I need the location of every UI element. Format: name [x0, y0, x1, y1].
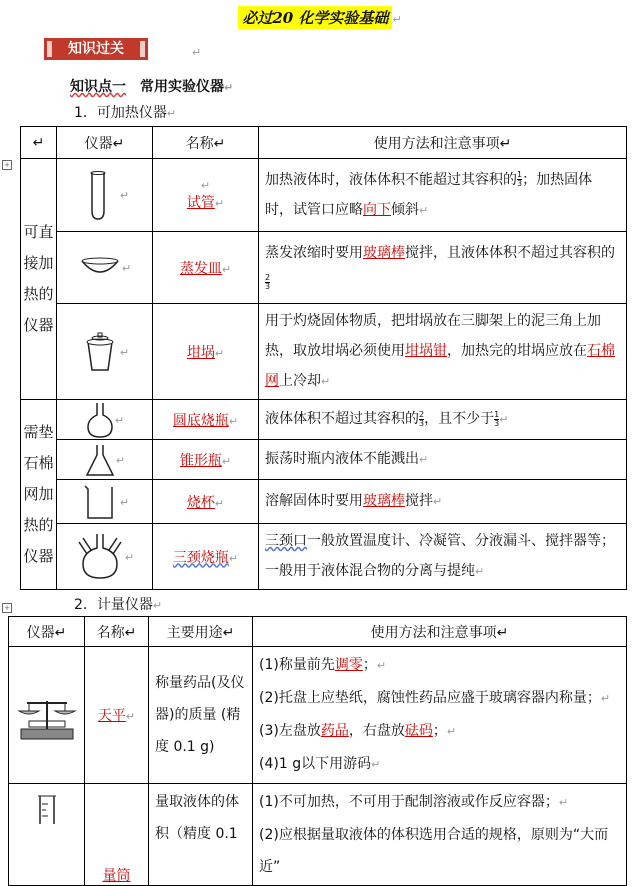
paragraph-mark: ↵	[221, 454, 232, 468]
paragraph-mark: ↵	[419, 203, 429, 217]
round-flask-icon	[85, 401, 115, 439]
paragraph-mark: ↵	[321, 375, 331, 388]
usage-note-cell	[259, 304, 627, 400]
usage-note-cell	[259, 232, 627, 304]
instrument-name: 坩埚	[186, 344, 215, 361]
graduated-cylinder-icon	[32, 784, 62, 824]
instrument-image-cell	[9, 647, 85, 784]
main-use-cell	[149, 784, 253, 886]
category-line: 可直	[23, 223, 54, 241]
instrument-name-cell	[153, 159, 259, 232]
table-header-cell: ↵	[21, 127, 57, 159]
key-term: 石棉网	[265, 343, 615, 389]
note-text: ；加热固体时，试管口应略	[265, 171, 593, 218]
table-header-cell: 名称↵	[153, 127, 259, 159]
knowledge-point-heading	[70, 76, 233, 96]
paragraph-mark: ↵	[475, 565, 485, 578]
section-badge: 知识过关	[44, 38, 148, 60]
heatable-instruments-table	[20, 126, 627, 590]
paragraph-mark: ↵	[119, 345, 130, 359]
instrument-name-cell	[153, 440, 259, 480]
paragraph-mark: ↵	[124, 550, 135, 564]
category-line: 仪器	[23, 316, 54, 334]
category-line: 需垫	[23, 423, 54, 441]
note-line: (1)称量前先调零；↵	[259, 657, 387, 673]
table-move-handle[interactable]: +	[2, 160, 12, 170]
paragraph-mark: ↵	[119, 189, 130, 202]
paragraph-mark: ↵	[419, 453, 429, 466]
subheading-measuring	[74, 594, 162, 614]
note-text: ，加热完的坩埚应放在	[447, 343, 587, 359]
instrument-name: 蒸发皿	[179, 260, 222, 277]
paragraph-mark: ↵	[433, 495, 443, 508]
subheading-heatable	[74, 102, 176, 122]
page-title: 必过20 化学实验基础	[238, 6, 392, 29]
fraction-den: 3	[517, 179, 523, 188]
instrument-image-cell	[57, 159, 153, 232]
paragraph-mark: ↵	[192, 46, 202, 59]
paragraph-mark: ↵	[121, 261, 132, 275]
instrument-image-cell	[57, 304, 153, 400]
category-line: 热的	[23, 285, 54, 303]
note-text: 搅拌，且液体体积不超过其容积的	[405, 244, 615, 261]
category-direct-heat	[21, 159, 57, 400]
category-line: 石棉	[23, 454, 54, 472]
note-text: 蒸发浓缩时要用	[265, 244, 363, 261]
crucible-icon	[80, 330, 120, 374]
paragraph-mark: ↵	[115, 453, 126, 467]
key-term: 砝码	[404, 723, 433, 739]
key-term: 调零	[334, 657, 363, 673]
instrument-name-cell	[153, 232, 259, 304]
instrument-image-cell	[57, 440, 153, 480]
fraction-den: 3	[494, 418, 500, 428]
instrument-name-cell	[153, 524, 259, 590]
paragraph-mark: ↵	[166, 107, 177, 120]
usage-note-cell	[259, 480, 627, 524]
table-header-cell: 名称↵	[85, 617, 149, 647]
instrument-name-cell	[85, 784, 149, 886]
key-term: 玻璃棒	[363, 244, 405, 261]
main-use-cell	[149, 647, 253, 784]
instrument-image-cell	[57, 232, 153, 304]
measuring-instruments-table	[8, 616, 627, 886]
usage-note-cell	[259, 400, 627, 440]
key-term: 药品	[320, 723, 349, 739]
key-term: 玻璃棒	[363, 493, 405, 509]
usage-note-cell	[259, 440, 627, 480]
paragraph-mark: ↵	[376, 659, 387, 672]
balance-icon	[15, 687, 79, 743]
note-line: (3)左盘放药品，右盘放砝码；↵	[259, 723, 457, 739]
instrument-name: 三颈烧瓶	[172, 549, 229, 566]
note-text: 用于灼烧固体物质，把坩埚放在三脚架上的泥三角上加热，取放坩埚必须使用	[265, 313, 601, 359]
instrument-image-cell	[9, 784, 85, 886]
table-header-cell: 仪器↵	[9, 617, 85, 647]
paragraph-mark: ↵	[224, 81, 234, 94]
instrument-name: 量筒	[102, 868, 131, 884]
note-text: 搅拌	[405, 493, 433, 509]
category-line: 热的	[23, 516, 54, 534]
page-title-wrap	[0, 6, 640, 29]
paragraph-mark: ↵	[221, 262, 232, 276]
fraction-num: 1	[494, 409, 500, 419]
table-header-cell: 仪器↵	[57, 127, 153, 159]
fraction-num: 1	[517, 170, 523, 179]
instrument-name-cell	[85, 647, 149, 784]
test-tube-icon	[80, 167, 120, 223]
instrument-name: 锥形瓶	[179, 452, 222, 469]
key-term: 坩埚钳	[405, 343, 447, 359]
subheading-text: 2．计量仪器	[74, 597, 153, 613]
instrument-name-cell	[153, 304, 259, 400]
beaker-icon	[80, 483, 120, 521]
category-line: 网加	[23, 485, 54, 503]
category-line: 接加	[23, 254, 54, 272]
note-text: 三颈口	[265, 533, 307, 549]
note-text: 倾斜	[391, 201, 419, 218]
key-term: 向下	[363, 201, 391, 218]
note-text: 液体体积不超过其容积的	[265, 411, 419, 427]
main-use-text: 量取液体的体积（精度 0.1	[155, 794, 239, 842]
paragraph-mark: ↵	[152, 599, 163, 612]
paragraph-mark: ↵	[499, 413, 509, 426]
note-line: (2)托盘上应垫纸，腐蚀性药品应盛于玻璃容器内称量；↵	[259, 690, 611, 706]
paragraph-mark: ↵	[125, 710, 136, 723]
subheading-text: 1．可加热仪器	[74, 105, 167, 121]
instrument-image-cell	[57, 400, 153, 440]
instrument-name: 天平	[97, 708, 126, 724]
main-use-text: 称量药品(及仪器)的质量 (精度 0.1 g)	[155, 675, 245, 755]
paragraph-mark: ↵	[392, 13, 402, 26]
instrument-name-cell	[153, 400, 259, 440]
note-text: 一般放置温度计、冷凝管、分液漏斗、搅拌器等；一般用于液体混合物的分离与提纯	[265, 533, 615, 579]
category-gauze-heat	[21, 400, 57, 590]
paragraph-mark: ↵	[214, 496, 225, 510]
usage-note-cell	[259, 524, 627, 590]
fraction-den: 3	[265, 282, 271, 291]
evaporating-dish-icon	[78, 253, 122, 283]
note-line: (4)1 g以下用游码↵	[259, 756, 381, 772]
table-header-cell: 使用方法和注意事项↵	[253, 617, 627, 647]
note-text: 上冷却	[279, 373, 321, 389]
instrument-name-cell	[153, 480, 259, 524]
paragraph-mark: ↵	[558, 796, 569, 809]
instrument-name: 试管	[186, 194, 215, 211]
knowledge-point-number: 知识点一	[70, 79, 126, 95]
paragraph-mark: ↵	[119, 495, 130, 509]
note-text: 溶解固体时要用	[265, 493, 363, 509]
table-move-handle[interactable]: +	[2, 603, 12, 613]
fraction-num: 2	[265, 273, 271, 282]
paragraph-mark: ↵	[214, 346, 225, 360]
fraction-den: 3	[419, 418, 425, 428]
paragraph-mark: ↵	[200, 178, 211, 192]
category-line: 仪器	[23, 547, 54, 565]
three-neck-flask-icon	[75, 532, 125, 582]
instrument-name: 圆底烧瓶	[172, 412, 229, 429]
note-line: (1)不可加热，不可用于配制溶液或作反应容器；↵	[259, 794, 569, 810]
table-header-cell: 主要用途↵	[149, 617, 253, 647]
note-text: 加热液体时，液体体积不能超过其容积的	[265, 171, 517, 188]
paragraph-mark: ↵	[214, 196, 225, 210]
note-line: (2)应根据量取液体的体积选用合适的规格，原则为“大而近”	[259, 827, 609, 875]
conical-flask-icon	[84, 443, 116, 477]
paragraph-mark: ↵	[371, 758, 381, 771]
usage-note-cell	[253, 784, 627, 886]
instrument-image-cell	[57, 524, 153, 590]
usage-note-cell	[253, 647, 627, 784]
usage-note-cell	[259, 159, 627, 232]
paragraph-mark: ↵	[446, 725, 457, 738]
paragraph-mark: ↵	[228, 414, 239, 428]
fraction	[265, 274, 270, 291]
note-text: 振荡时瓶内液体不能溅出	[265, 451, 419, 467]
paragraph-mark: ↵	[228, 551, 239, 565]
fraction-num: 2	[419, 409, 425, 419]
table-header-cell: 使用方法和注意事项↵	[259, 127, 627, 159]
knowledge-point-title: 常用实验仪器	[140, 79, 224, 95]
paragraph-mark: ↵	[600, 692, 611, 705]
instrument-image-cell	[57, 480, 153, 524]
paragraph-mark: ↵	[114, 413, 125, 427]
instrument-name: 烧杯	[186, 494, 215, 511]
note-text: ，且不少于	[424, 411, 495, 427]
